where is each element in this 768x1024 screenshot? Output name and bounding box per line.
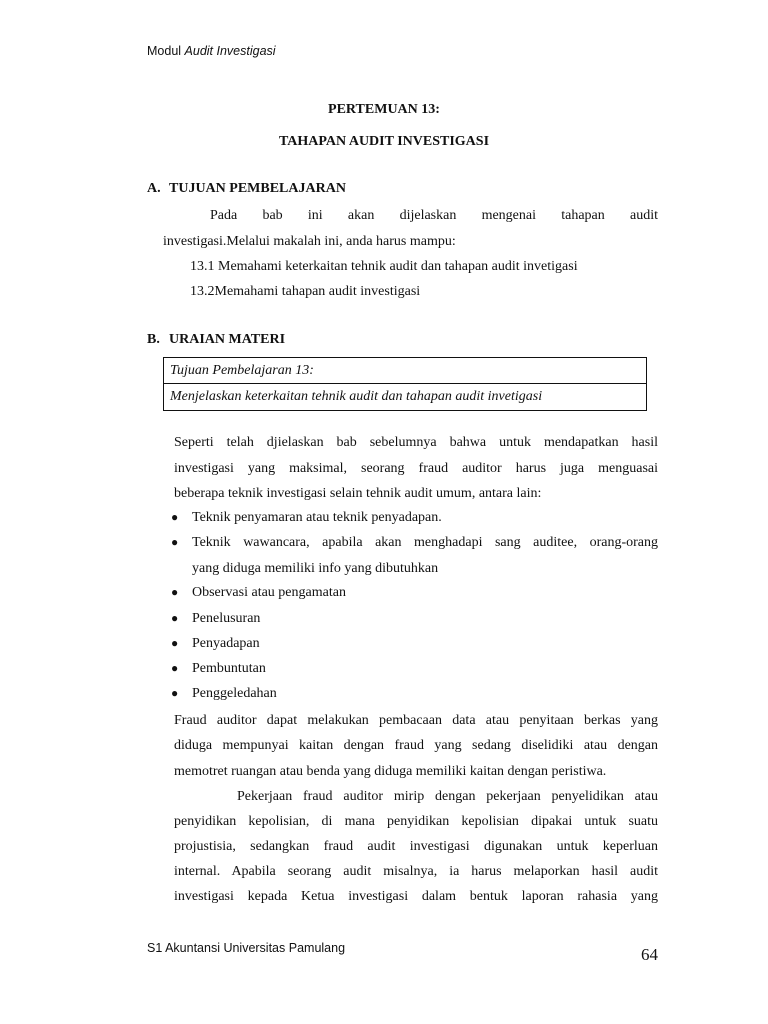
list-item-continuation: yang diduga memiliki info yang dibutuhkan xyxy=(192,561,439,576)
para3-line-3: projustisia, sedangkan fraud audit investigasi digunakan untuk keperluan xyxy=(174,839,658,854)
header-subject: Audit Investigasi xyxy=(184,44,276,58)
para3-line-4: internal. Apabila seorang audit misalnya, ia harus melaporkan hasil audit xyxy=(174,864,658,879)
section-a-heading xyxy=(147,181,346,197)
topic-title: TAHAPAN AUDIT INVESTIGASI xyxy=(278,134,490,149)
objective-1: 13.1 Memahami keterkaitan tehnik audit dan tahapan audit invetigasi xyxy=(190,259,578,274)
bullet-icon: ● xyxy=(171,611,179,625)
list-item-label: Observasi atau pengamatan xyxy=(192,585,346,600)
section-a-number: A. xyxy=(147,181,161,196)
bullet-icon: ● xyxy=(171,585,179,599)
list-item-label: Teknik penyamaran atau teknik penyadapan. xyxy=(192,510,442,525)
running-header xyxy=(147,44,276,58)
para2-line-3: memotret ruangan atau benda yang diduga memiliki kaitan dengan peristiwa. xyxy=(174,764,607,779)
bullet-icon: ● xyxy=(171,510,179,524)
section-b-number: B. xyxy=(147,332,160,347)
para2-line-2: diduga mempunyai kaitan dengan fraud yang sedang diselidiki atau dengan xyxy=(174,738,658,753)
box-title: Tujuan Pembelajaran 13: xyxy=(170,363,314,378)
list-item-label: Penyadapan xyxy=(192,636,260,651)
para1-line-3: beberapa teknik investigasi selain tehnik audit umum, antara lain: xyxy=(174,486,542,501)
learning-objective-box xyxy=(163,357,647,411)
section-b-title: URAIAN MATERI xyxy=(169,332,286,347)
para1-line-1: Seperti telah djielaskan bab sebelumnya bahwa untuk mendapatkan hasil xyxy=(174,435,658,450)
bullet-icon: ● xyxy=(171,535,179,549)
list-item-label: Teknik wawancara, apabila akan menghadapi sang auditee, orang-orang xyxy=(192,535,658,550)
list-item-label: Penelusuran xyxy=(192,611,261,626)
footer-institution: S1 Akuntansi Universitas Pamulang xyxy=(147,941,346,955)
meeting-title: PERTEMUAN 13: xyxy=(328,102,440,117)
para1-line-2: investigasi yang maksimal, seorang fraud auditor harus juga menguasai xyxy=(174,461,658,476)
box-text: Menjelaskan keterkaitan tehnik audit dan tahapan audit invetigasi xyxy=(164,383,646,409)
section-b-heading xyxy=(147,332,285,348)
bullet-icon: ● xyxy=(171,636,179,650)
para2-line-1: Fraud auditor dapat melakukan pembacaan data atau penyitaan berkas yang xyxy=(174,713,658,728)
page-number: 64 xyxy=(641,945,658,964)
header-prefix: Modul xyxy=(147,44,182,58)
intro-line-1: Pada bab ini akan dijelaskan mengenai tahapan audit xyxy=(210,208,658,223)
list-item-label: Pembuntutan xyxy=(192,661,266,676)
objective-2: 13.2Memahami tahapan audit investigasi xyxy=(190,284,421,299)
intro-line-2: investigasi.Melalui makalah ini, anda harus mampu: xyxy=(163,234,456,249)
bullet-icon: ● xyxy=(171,686,179,700)
list-item-label: Penggeledahan xyxy=(192,686,277,701)
para3-line-1: Pekerjaan fraud auditor mirip dengan pekerjaan penyelidikan atau xyxy=(237,789,658,804)
section-a-title: TUJUAN PEMBELAJARAN xyxy=(169,181,346,196)
bullet-icon: ● xyxy=(171,661,179,675)
para3-line-5: investigasi kepada Ketua investigasi dalam bentuk laporan rahasia yang xyxy=(174,889,658,904)
para3-line-2: penyidikan kepolisian, di mana penyidikan kepolisian dipakai untuk suatu xyxy=(174,814,658,829)
